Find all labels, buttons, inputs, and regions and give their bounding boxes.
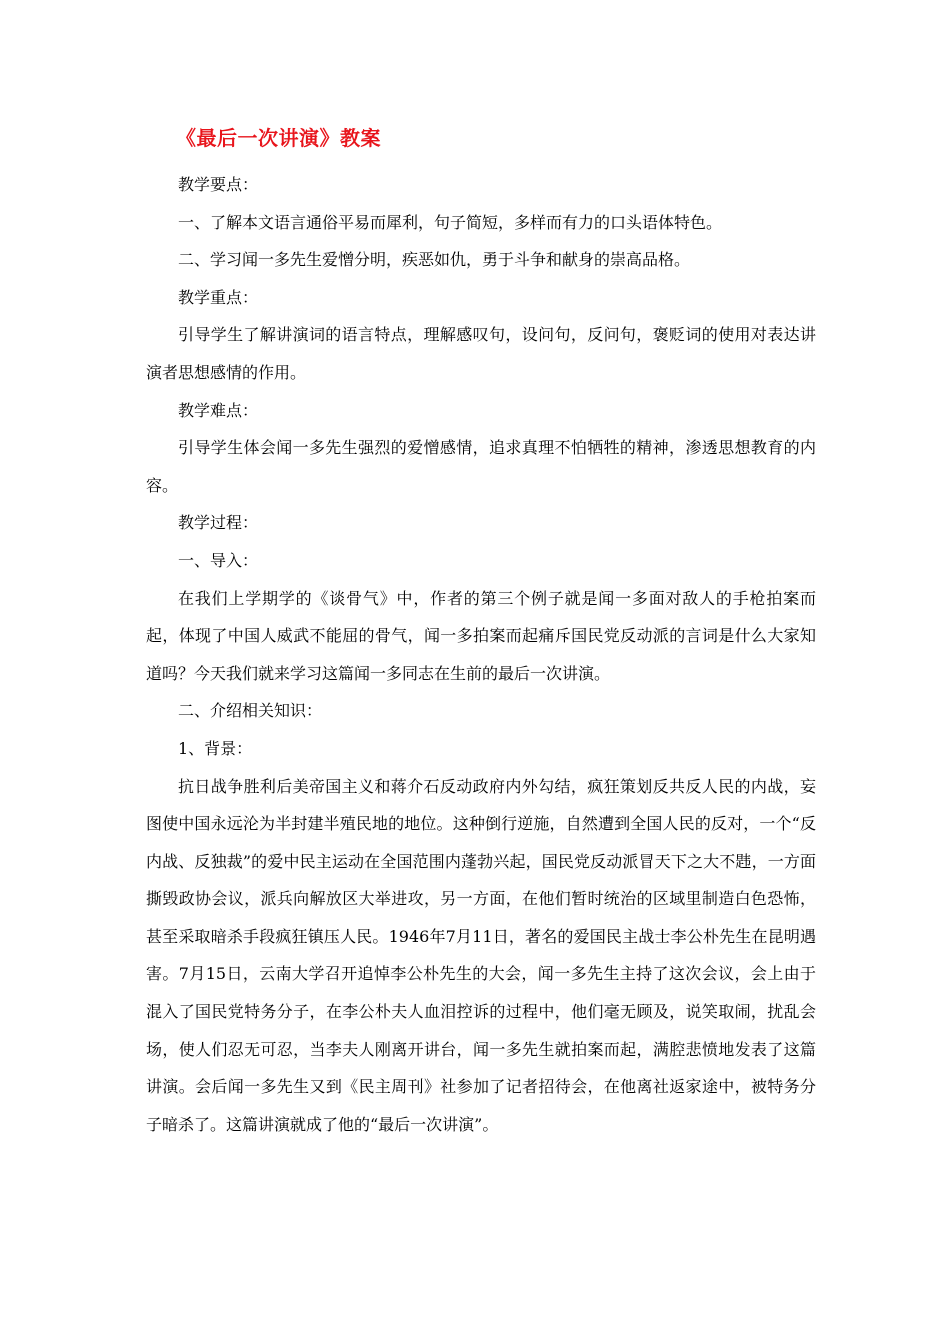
heading-key-points: 教学重点： <box>178 287 259 307</box>
teaching-point-1: 一、了解本文语言通俗平易而犀利，句子简短，多样而有力的口头语体特色。 <box>178 212 723 232</box>
heading-process: 教学过程： <box>178 513 259 533</box>
process-step-knowledge: 二、介绍相关知识： <box>178 701 323 721</box>
background-text: 抗日战争胜利后美帝国主义和蒋介石反动政府内外勾结，疯狂策划反共反人民的内战，妄图使中国永远沦为半封建半殖民地的地位。这种倒行逆施，自然遭到全国人民的反对，一个“反内战、反独裁”的爱中民主运动在全国范围内蓬勃兴起，国民党反动派冒天下之大不韪，一方面撕毁政协会议，派兵向解放区大举进攻，另一方面，在他们暂时统治的区域里制造白色恐怖，甚至采取暗杀手段疯狂镇压人民。1946年7月11日，著名的爱国民主战士李公朴先生在昆明遇害。7月15日，云南大学召开追悼李公朴先生的大会，闻一多先生主持了这次会议，会上由于混入了国民党特务分子，在李公朴夫人血泪控诉的过程中，他们毫无顾及，说笑取闹，扰乱会场，使人们忍无可忍，当李夫人刚离开讲台，闻一多先生就拍案而起，满腔悲愤地发表了这篇讲演。会后闻一多先生又到《民主周刊》社参加了记者招待会，在他离社返家途中，被特务分子暗杀了。这篇讲演就成了他的“最后一次讲演”。 <box>146 776 816 1134</box>
heading-teaching-points: 教学要点： <box>178 175 259 194</box>
background-heading: 1、背景： <box>178 738 253 758</box>
key-points-text: 引导学生了解讲演词的语言特点，理解感叹句，设问句，反问句，褒贬词的使用对表达讲演者思想感情的作用。 <box>146 325 816 382</box>
document-title: 《最后一次讲演》教案 <box>176 126 381 150</box>
difficulties-text: 引导学生体会闻一多先生强烈的爱憎感情，追求真理不怕牺牲的精神，渗透思想教育的内容。 <box>146 438 816 495</box>
intro-text: 在我们上学期学的《谈骨气》中，作者的第三个例子就是闻一多面对敌人的手枪拍案而起，体现了中国人威武不能屈的骨气，闻一多拍案而起痛斥国民党反动派的言词是什么大家知道吗？今天我们就来学习这篇闻一多同志在生前的最后一次讲演。 <box>146 588 816 683</box>
process-step-intro: 一、导入： <box>178 550 259 570</box>
heading-difficulties: 教学难点： <box>178 400 259 420</box>
document-body <box>146 166 816 1143</box>
teaching-point-2: 二、学习闻一多先生爱憎分明，疾恶如仇，勇于斗争和献身的崇高品格。 <box>178 250 691 270</box>
